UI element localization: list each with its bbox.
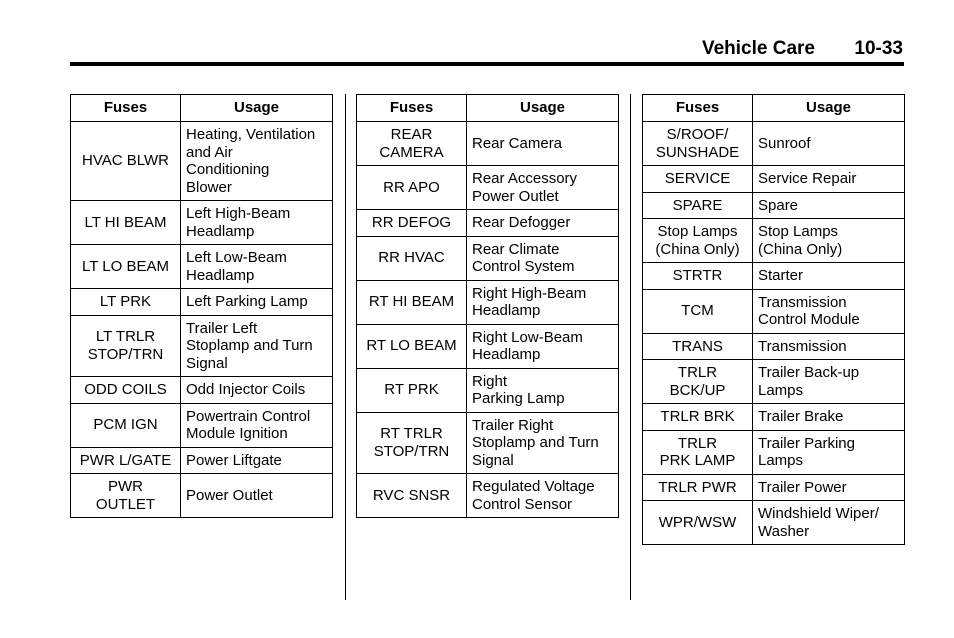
usage-cell: Power Liftgate <box>181 447 333 474</box>
table-row <box>357 474 619 518</box>
fuse-name-cell: STRTR <box>643 263 753 290</box>
fuse-name-cell: Stop Lamps (China Only) <box>643 219 753 263</box>
table-row <box>71 289 333 316</box>
usage-cell: Right High-Beam Headlamp <box>467 280 619 324</box>
fuse-table-3 <box>642 94 905 545</box>
fuse-name-cell: TCM <box>643 289 753 333</box>
table-row <box>357 280 619 324</box>
usage-cell: Left Parking Lamp <box>181 289 333 316</box>
usage-cell: Rear Defogger <box>467 210 619 237</box>
usage-cell: Service Repair <box>753 166 905 193</box>
fuse-name-cell: HVAC BLWR <box>71 122 181 201</box>
usage-cell: Left High-Beam Headlamp <box>181 201 333 245</box>
fuse-table-1 <box>70 94 333 518</box>
fuse-table-2 <box>356 94 619 518</box>
fuse-name-cell: RR HVAC <box>357 236 467 280</box>
usage-cell: Odd Injector Coils <box>181 377 333 404</box>
fuse-name-cell: RVC SNSR <box>357 474 467 518</box>
table-row <box>643 192 905 219</box>
fuse-name-cell: TRANS <box>643 333 753 360</box>
table-row <box>357 368 619 412</box>
fuse-name-cell: SERVICE <box>643 166 753 193</box>
section-title: Vehicle Care <box>701 38 815 59</box>
usage-cell: Spare <box>753 192 905 219</box>
table-row <box>71 447 333 474</box>
fuse-name-cell: RT HI BEAM <box>357 280 467 324</box>
table-row <box>643 360 905 404</box>
table-row <box>643 263 905 290</box>
usage-cell: Starter <box>753 263 905 290</box>
usage-cell: Right Low-Beam Headlamp <box>467 324 619 368</box>
usage-cell: Trailer Right Stoplamp and Turn Signal <box>467 412 619 474</box>
table-header-row <box>71 95 333 122</box>
fuse-name-cell: PWR L/GATE <box>71 447 181 474</box>
usage-column-header: Usage <box>181 95 333 122</box>
usage-cell: Left Low-Beam Headlamp <box>181 245 333 289</box>
fuse-name-cell: TRLR BRK <box>643 404 753 431</box>
table-row <box>643 474 905 501</box>
usage-cell: Sunroof <box>753 122 905 166</box>
fuses-column-header: Fuses <box>643 95 753 122</box>
table-row <box>357 324 619 368</box>
fuse-name-cell: PWR OUTLET <box>71 474 181 518</box>
table-row <box>357 236 619 280</box>
usage-cell: Rear Camera <box>467 122 619 166</box>
fuse-name-cell: S/ROOF/ SUNSHADE <box>643 122 753 166</box>
fuse-name-cell: REAR CAMERA <box>357 122 467 166</box>
usage-cell: Powertrain Control Module Ignition <box>181 403 333 447</box>
table-row <box>357 210 619 237</box>
usage-cell: Trailer Back-up Lamps <box>753 360 905 404</box>
fuse-name-cell: RT TRLR STOP/TRN <box>357 412 467 474</box>
usage-column-header: Usage <box>753 95 905 122</box>
usage-cell: Regulated Voltage Control Sensor <box>467 474 619 518</box>
table-row <box>71 474 333 518</box>
fuse-name-cell: RR APO <box>357 166 467 210</box>
usage-cell: Transmission Control Module <box>753 289 905 333</box>
usage-cell: Trailer Power <box>753 474 905 501</box>
fuses-column-header: Fuses <box>357 95 467 122</box>
usage-cell: Rear Climate Control System <box>467 236 619 280</box>
table-header-row <box>357 95 619 122</box>
table-row <box>71 377 333 404</box>
usage-column-header: Usage <box>467 95 619 122</box>
table-row <box>643 501 905 545</box>
table-row <box>71 403 333 447</box>
page-number: 10-33 <box>854 38 903 59</box>
usage-cell: Trailer Brake <box>753 404 905 431</box>
table-row <box>357 122 619 166</box>
table-row <box>643 333 905 360</box>
fuse-name-cell: ODD COILS <box>71 377 181 404</box>
column-divider <box>345 94 346 600</box>
table-row <box>71 315 333 377</box>
usage-cell: Rear Accessory Power Outlet <box>467 166 619 210</box>
table-row <box>71 245 333 289</box>
fuse-name-cell: PCM IGN <box>71 403 181 447</box>
fuse-name-cell: RT LO BEAM <box>357 324 467 368</box>
fuse-name-cell: RR DEFOG <box>357 210 467 237</box>
table-row <box>643 219 905 263</box>
fuse-name-cell: TRLR PRK LAMP <box>643 430 753 474</box>
table-row <box>643 404 905 431</box>
usage-cell: Right Parking Lamp <box>467 368 619 412</box>
fuse-name-cell: LT PRK <box>71 289 181 316</box>
table-row <box>643 289 905 333</box>
usage-cell: Power Outlet <box>181 474 333 518</box>
page-header <box>70 38 903 62</box>
fuse-name-cell: LT TRLR STOP/TRN <box>71 315 181 377</box>
table-header-row <box>643 95 905 122</box>
fuse-name-cell: RT PRK <box>357 368 467 412</box>
usage-cell: Windshield Wiper/ Washer <box>753 501 905 545</box>
table-row <box>643 122 905 166</box>
fuse-name-cell: LT LO BEAM <box>71 245 181 289</box>
table-row <box>643 166 905 193</box>
table-row <box>71 122 333 201</box>
table-row <box>643 430 905 474</box>
column-divider <box>630 94 631 600</box>
fuse-name-cell: LT HI BEAM <box>71 201 181 245</box>
table-row <box>357 412 619 474</box>
usage-cell: Stop Lamps (China Only) <box>753 219 905 263</box>
table-row <box>357 166 619 210</box>
fuses-column-header: Fuses <box>71 95 181 122</box>
fuse-name-cell: WPR/WSW <box>643 501 753 545</box>
fuse-name-cell: TRLR PWR <box>643 474 753 501</box>
fuse-name-cell: SPARE <box>643 192 753 219</box>
usage-cell: Trailer Left Stoplamp and Turn Signal <box>181 315 333 377</box>
usage-cell: Heating, Ventilation and Air Conditioning Blower <box>181 122 333 201</box>
usage-cell: Transmission <box>753 333 905 360</box>
usage-cell: Trailer Parking Lamps <box>753 430 905 474</box>
header-rule <box>70 62 904 66</box>
table-row <box>71 201 333 245</box>
fuse-name-cell: TRLR BCK/UP <box>643 360 753 404</box>
